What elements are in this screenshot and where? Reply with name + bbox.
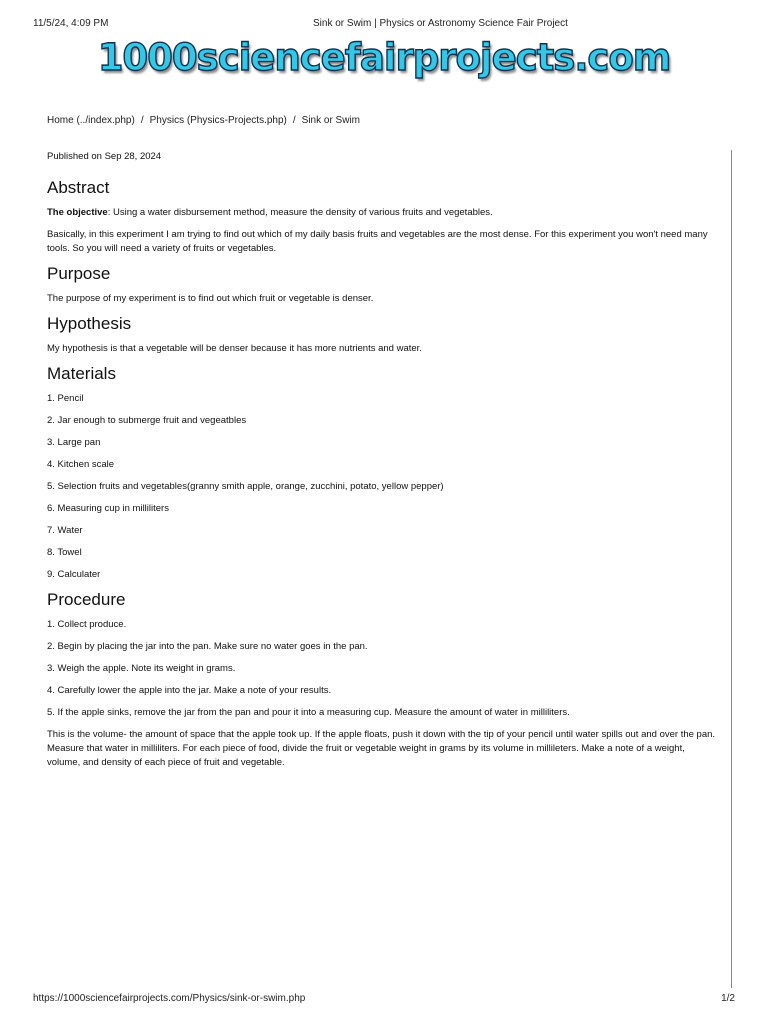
procedure-heading: Procedure [47, 590, 126, 609]
abstract-body: Basically, in this experiment I am trying to find out which of my daily basis fruits and vegetables are the most dense. For this experiment you won't need many tools. So you will need a variety of fruits or vegetables. [47, 229, 708, 254]
procedure-step: 1. Collect produce. [47, 619, 127, 630]
materials-item: 8. Towel [47, 547, 82, 558]
materials-item: 4. Kitchen scale [47, 459, 115, 470]
purpose-section [47, 264, 719, 306]
print-title: Sink or Swim | Physics or Astronomy Science Fair Project [313, 18, 568, 29]
hypothesis-heading: Hypothesis [47, 314, 132, 333]
print-date: 11/5/24, 4:09 PM [33, 18, 109, 29]
procedure-step: 3. Weigh the apple. Note its weight in grams. [47, 663, 236, 674]
procedure-body: This is the volume- the amount of space that the apple took up. If the apple floats, push it down with the tip of your pencil until water spills out and over the pan. Measure that water in milliliters. For each piece of food, divide the fruit or vegetable weight in grams by its volume in millileters. Make a note of a weight, volume, and density of each piece of fruit and vegetable. [47, 729, 716, 768]
materials-item: 5. Selection fruits and vegetables(granny smith apple, orange, zucchini, potato, yellow pepper) [47, 481, 444, 492]
materials-list [47, 392, 719, 582]
purpose-heading: Purpose [47, 264, 111, 283]
breadcrumb-separator: / [292, 115, 296, 126]
objective-text: : Using a water disbursement method, measure the density of various fruits and vegetables. [107, 207, 493, 218]
breadcrumb-separator: / [140, 115, 144, 126]
materials-item: 6. Measuring cup in milliliters [47, 503, 169, 514]
procedure-list [47, 618, 719, 720]
procedure-section [47, 590, 719, 770]
purpose-body: The purpose of my experiment is to find out which fruit or vegetable is denser. [47, 293, 374, 304]
print-url: https://1000sciencefairprojects.com/Physics/sink-or-swim.php [33, 993, 306, 1004]
hypothesis-body: My hypothesis is that a vegetable will be denser because it has more nutrients and water. [47, 343, 422, 354]
materials-item: 1. Pencil [47, 393, 84, 404]
materials-heading: Materials [47, 364, 116, 383]
abstract-objective [47, 206, 719, 220]
breadcrumb [47, 115, 360, 126]
materials-item: 7. Water [47, 525, 83, 536]
abstract-section [47, 178, 719, 256]
breadcrumb-physics[interactable]: Physics (Physics-Projects.php) [149, 115, 287, 126]
breadcrumb-current: Sink or Swim [301, 115, 361, 126]
hypothesis-section [47, 314, 719, 356]
published-date: Published on Sep 28, 2024 [47, 151, 162, 162]
procedure-step: 2. Begin by placing the jar into the pan. Make sure no water goes in the pan. [47, 641, 368, 652]
objective-label: The objective [47, 207, 108, 218]
materials-item: 3. Large pan [47, 437, 101, 448]
article-content [47, 150, 719, 778]
procedure-step: 5. If the apple sinks, remove the jar from the pan and pour it into a measuring cup. Measure the amount of water in milliliters. [47, 707, 570, 718]
abstract-heading: Abstract [47, 178, 110, 197]
materials-item: 2. Jar enough to submerge fruit and vegeatbles [47, 415, 247, 426]
materials-section [47, 364, 719, 582]
breadcrumb-home[interactable]: Home (../index.php) [47, 115, 135, 126]
page-number: 1/2 [721, 993, 735, 1004]
content-divider [731, 150, 732, 988]
materials-item: 9. Calculater [47, 569, 101, 580]
site-logo[interactable]: 1000sciencefairprojects.com [97, 36, 671, 79]
procedure-step: 4. Carefully lower the apple into the jar. Make a note of your results. [47, 685, 332, 696]
